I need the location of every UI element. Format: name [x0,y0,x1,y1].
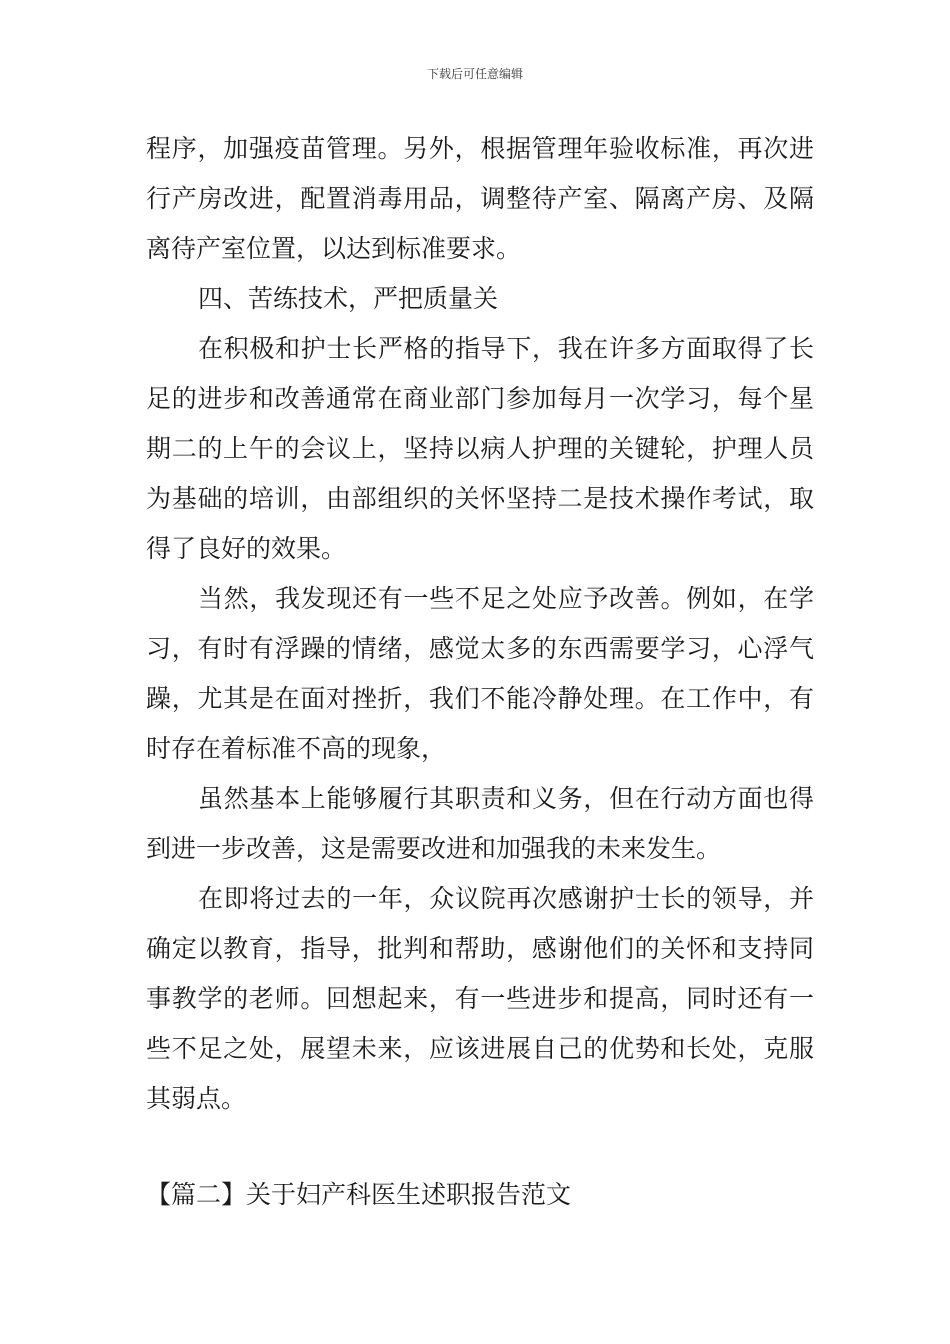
paragraph-training: 在积极和护士长严格的指导下，我在许多方面取得了长足的进步和改善通常在商业部门参加每月一次学习，每个星期二的上午的会议上，坚持以病人护理的关键轮，护理人员为基础的培训，由部组织的关怀坚持二是技术操作考试，取得了良好的效果。 [146,334,814,563]
paragraph-improvement: 虽然基本上能够履行其职责和义务，但在行动方面也得到进一步改善，这是需要改进和加强我的未来发生。 [146,784,814,863]
document-body [146,124,814,1124]
paragraph-conclusion: 在即将过去的一年，众议院再次感谢护士长的领导，并确定以教育，指导，批判和帮助，感谢他们的关怀和支持同事教学的老师。回想起来，有一些进步和提高，同时还有一些不足之处，展望未来，应该进展自己的优势和长处，克服其弱点。 [146,884,814,1113]
paragraph-continuation: 程序，加强疫苗管理。另外，根据管理年验收标准，再次进行产房改进，配置消毒用品，调整待产室、隔离产房、及隔离待产室位置，以达到标准要求。 [146,134,814,263]
section-heading-four: 四、苦练技术，严把质量关 [198,284,499,313]
paragraph-shortcomings: 当然，我发现还有一些不足之处应予改善。例如，在学习，有时有浮躁的情绪，感觉太多的东西需要学习，心浮气躁，尤其是在面对挫折，我们不能冷静处理。在工作中，有时存在着标准不高的现象， [146,584,814,763]
section-title: 【篇二】关于妇产科医生述职报告范文 [146,1180,572,1209]
page-header-note: 下载后可任意编辑 [426,67,523,81]
